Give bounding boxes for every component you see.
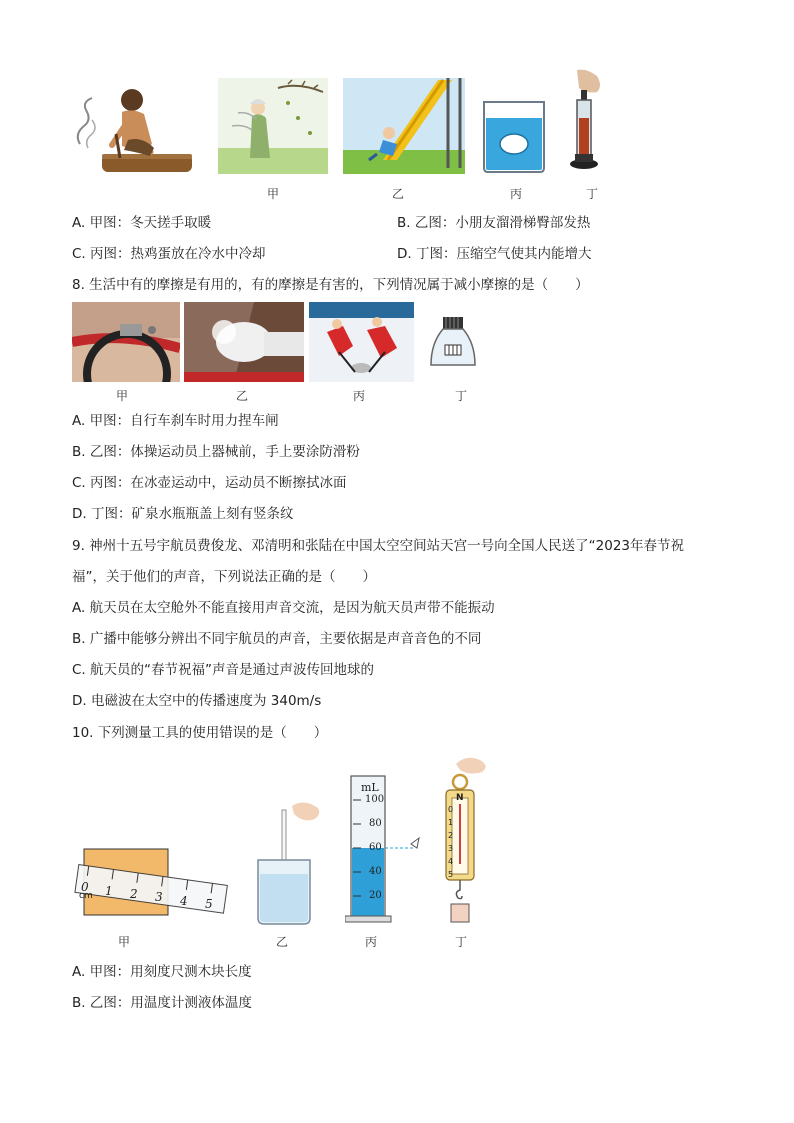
q10-caption-bing: 丙 (365, 935, 378, 949)
spring-scale-tick-5: 5 (448, 870, 454, 879)
bottle-cap-image (430, 315, 476, 367)
q8-caption-jia: 甲 (116, 389, 129, 403)
q7-caption-jia: 甲 (267, 187, 280, 201)
q9-option-d: D. 电磁波在太空中的传播速度为 340m/s (72, 693, 322, 709)
q8-caption-yi: 乙 (236, 389, 249, 403)
thermometer-beaker-figure (252, 800, 322, 926)
ruler-block-figure (72, 845, 232, 925)
cylinder-unit: mL (361, 781, 379, 794)
caveman-fire-image (72, 82, 197, 177)
q7-option-a: A. 甲图：冬天搓手取暖 (72, 215, 212, 231)
cylinder-tick-60: 60 (369, 842, 382, 853)
q9-option-b: B. 广播中能够分辨出不同宇航员的声音，主要依据是声音音色的不同 (72, 631, 482, 647)
spring-scale-tick-0: 0 (448, 805, 454, 814)
ruler-label-3: 3 (155, 890, 163, 904)
q7-option-b: B. 乙图：小朋友溜滑梯臀部发热 (397, 215, 591, 231)
slide-child-image (343, 78, 465, 174)
windy-lady-image (218, 78, 328, 174)
cylinder-tick-100: 100 (365, 794, 385, 805)
q7-option-c: C. 丙图：热鸡蛋放在冷水中冷却 (72, 246, 266, 262)
ruler-label-0: 0 (81, 880, 89, 894)
spring-scale-tick-1: 1 (448, 818, 454, 827)
q10-caption-yi: 乙 (276, 935, 289, 949)
q10-caption-ding: 丁 (455, 935, 468, 949)
q8-option-d: D. 丁图：矿泉水瓶瓶盖上刻有竖条纹 (72, 506, 294, 522)
ruler-label-1: 1 (105, 884, 113, 898)
air-compress-image (563, 68, 605, 172)
spring-scale-tick-4: 4 (448, 857, 454, 866)
ruler-label-2: 2 (130, 887, 138, 901)
spring-scale-unit: N (456, 793, 464, 803)
cylinder-tick-20: 20 (369, 890, 382, 901)
q8-option-c: C. 丙图：在冰壶运动中，运动员不断擦拭冰面 (72, 475, 347, 491)
curling-image (309, 302, 414, 382)
q9-stem-line1: 9. 神州十五号宇航员费俊龙、邓清明和张陆在中国太空空间站天宫一号向全国人民送了“2023年春节祝 (72, 538, 685, 554)
spring-scale-tick-3: 3 (448, 844, 454, 853)
q7-caption-yi: 乙 (392, 187, 405, 201)
ruler-label-5: 5 (205, 897, 213, 911)
q8-option-b: B. 乙图：体操运动员上器械前，手上要涂防滑粉 (72, 444, 360, 460)
q10-caption-jia: 甲 (118, 935, 131, 949)
bike-brake-image (72, 302, 180, 382)
q9-option-a: A. 航天员在太空舱外不能直接用声音交流，是因为航天员声带不能振动 (72, 600, 495, 616)
cylinder-tick-40: 40 (369, 866, 382, 877)
ruler-label-cm: cm (79, 891, 93, 901)
q9-stem-line2: 福”，关于他们的声音，下列说法正确的是（ ） (72, 569, 376, 585)
graduated-cylinder-figure (345, 772, 425, 924)
chalk-hands-image (184, 302, 304, 382)
spring-scale-figure (440, 756, 492, 924)
ruler-label-4: 4 (180, 894, 188, 908)
q10-option-a: A. 甲图：用刻度尺测木块长度 (72, 964, 252, 980)
q10-option-b: B. 乙图：用温度计测液体温度 (72, 995, 252, 1011)
q9-option-c: C. 航天员的“春节祝福”声音是通过声波传回地球的 (72, 662, 374, 678)
egg-beaker-image (480, 100, 548, 174)
q8-stem: 8. 生活中有的摩擦是有用的，有的摩擦是有害的，下列情况属于减小摩擦的是（ ） (72, 277, 589, 293)
q7-option-d: D. 丁图：压缩空气使其内能增大 (397, 246, 592, 262)
spring-scale-tick-2: 2 (448, 831, 454, 840)
q7-caption-ding: 丁 (586, 187, 599, 201)
q8-option-a: A. 甲图：自行车刹车时用力捏车闸 (72, 413, 279, 429)
q8-caption-ding: 丁 (455, 389, 468, 403)
cylinder-tick-80: 80 (369, 818, 382, 829)
q8-caption-bing: 丙 (353, 389, 366, 403)
q10-stem: 10. 下列测量工具的使用错误的是（ ） (72, 725, 328, 741)
q7-caption-bing: 丙 (510, 187, 523, 201)
